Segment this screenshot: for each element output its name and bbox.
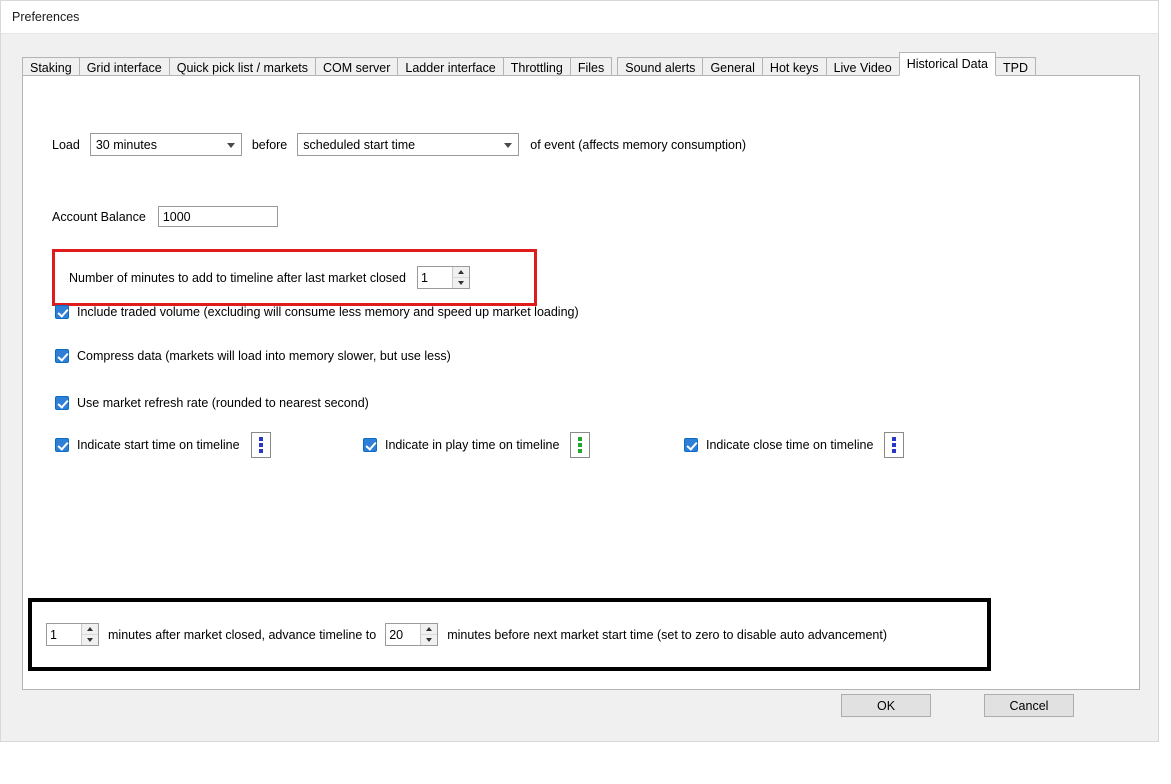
tab-label: TPD bbox=[1003, 61, 1028, 75]
checkbox-label: Use market refresh rate (rounded to nearest second) bbox=[77, 396, 369, 410]
tab-label: Live Video bbox=[833, 61, 892, 75]
in-play-time-marker-swatch[interactable] bbox=[570, 432, 590, 458]
stepper-buttons bbox=[452, 267, 469, 288]
checkbox-label: Indicate in play time on timeline bbox=[385, 438, 560, 452]
checkbox-label: Indicate close time on timeline bbox=[706, 438, 874, 452]
tab-staking[interactable] bbox=[22, 57, 80, 77]
minutes-after-close-highlight bbox=[52, 249, 537, 306]
tab-ladder-interface[interactable] bbox=[397, 57, 503, 77]
stepper-down-icon[interactable] bbox=[453, 278, 469, 288]
checkbox-box[interactable] bbox=[363, 438, 377, 452]
tab-label: Sound alerts bbox=[625, 61, 696, 75]
checkbox-use-market-refresh-rate[interactable] bbox=[55, 396, 369, 410]
checkbox-indicate-start-time[interactable] bbox=[55, 432, 271, 458]
tab-label: Files bbox=[577, 61, 605, 75]
before-reference-combo-wrap bbox=[297, 133, 519, 156]
minutes-before-next-start-input[interactable] bbox=[386, 624, 420, 645]
cancel-button[interactable]: Cancel bbox=[984, 694, 1074, 717]
tab-quick-pick-list-markets[interactable] bbox=[169, 57, 316, 77]
minutes-after-close-row bbox=[55, 252, 534, 303]
tab-sound-alerts[interactable] bbox=[617, 57, 703, 77]
before-reference-select[interactable] bbox=[297, 133, 519, 156]
tab-com-server[interactable] bbox=[315, 57, 398, 77]
checkbox-box[interactable] bbox=[55, 305, 69, 319]
tab-label: Hot keys bbox=[769, 61, 819, 75]
tab-tpd[interactable] bbox=[995, 57, 1036, 77]
stepper-up-icon[interactable] bbox=[453, 267, 469, 278]
ok-button[interactable]: OK bbox=[841, 694, 931, 717]
tab-label: Historical Data bbox=[906, 57, 988, 71]
auto-advance-highlight bbox=[28, 598, 991, 671]
minutes-after-close-stepper[interactable] bbox=[417, 266, 470, 289]
stepper-up-icon[interactable] bbox=[421, 624, 437, 635]
checkbox-indicate-close-time[interactable] bbox=[684, 432, 904, 458]
tab-label: Staking bbox=[30, 61, 72, 75]
load-duration-combo-wrap bbox=[90, 133, 242, 156]
window-content bbox=[1, 34, 1158, 741]
tab-label: Grid interface bbox=[86, 61, 162, 75]
tab-label: Ladder interface bbox=[405, 61, 496, 75]
auto-advance-end-label: minutes before next market start time (set to zero to disable auto advancement) bbox=[447, 627, 887, 642]
checkbox-box[interactable] bbox=[684, 438, 698, 452]
stepper-down-icon[interactable] bbox=[82, 635, 98, 645]
checkbox-label: Compress data (markets will load into memory slower, but use less) bbox=[77, 349, 451, 363]
tab-general[interactable] bbox=[702, 57, 762, 77]
stepper-up-icon[interactable] bbox=[82, 624, 98, 635]
tab-live-video[interactable] bbox=[826, 57, 900, 77]
tab-label: Throttling bbox=[510, 61, 563, 75]
historical-data-panel bbox=[22, 75, 1140, 690]
load-duration-select[interactable] bbox=[90, 133, 242, 156]
checkbox-compress-data[interactable] bbox=[55, 349, 451, 363]
checkbox-label: Indicate start time on timeline bbox=[77, 438, 240, 452]
start-time-marker-swatch[interactable] bbox=[251, 432, 271, 458]
tab-label: General bbox=[710, 61, 755, 75]
account-balance-row bbox=[52, 206, 278, 227]
minutes-after-market-closed-stepper[interactable] bbox=[46, 623, 99, 646]
load-label: Load bbox=[52, 137, 80, 152]
auto-advance-middle-label: minutes after market closed, advance timeline to bbox=[108, 627, 377, 642]
load-row-suffix-label: of event (affects memory consumption) bbox=[530, 137, 747, 152]
checkbox-label: Include traded volume (excluding will consume less memory and speed up market loading) bbox=[77, 305, 579, 319]
before-label: before bbox=[251, 137, 288, 152]
close-time-marker-swatch[interactable] bbox=[884, 432, 904, 458]
checkbox-box[interactable] bbox=[55, 396, 69, 410]
stepper-buttons bbox=[420, 624, 437, 645]
window-titlebar bbox=[1, 1, 1158, 34]
account-balance-label: Account Balance bbox=[52, 209, 146, 224]
minutes-after-close-input[interactable] bbox=[418, 267, 452, 288]
minutes-after-close-label: Number of minutes to add to timeline after last market closed bbox=[69, 270, 406, 285]
stepper-down-icon[interactable] bbox=[421, 635, 437, 645]
tab-throttling[interactable] bbox=[503, 57, 571, 77]
checkbox-indicate-in-play-time[interactable] bbox=[363, 432, 590, 458]
tab-files[interactable] bbox=[570, 57, 612, 77]
minutes-before-next-start-stepper[interactable] bbox=[385, 623, 438, 646]
checkbox-include-traded-volume[interactable] bbox=[55, 305, 579, 319]
load-row bbox=[52, 133, 746, 156]
checkbox-box[interactable] bbox=[55, 349, 69, 363]
auto-advance-row bbox=[32, 602, 987, 667]
tab-label: COM server bbox=[323, 61, 391, 75]
checkbox-box[interactable] bbox=[55, 438, 69, 452]
account-balance-input[interactable] bbox=[158, 206, 278, 227]
preferences-tabstrip bbox=[22, 54, 1140, 76]
tab-grid-interface[interactable] bbox=[79, 57, 170, 77]
stepper-buttons bbox=[81, 624, 98, 645]
tab-historical-data[interactable] bbox=[899, 52, 996, 76]
tab-hot-keys[interactable] bbox=[762, 57, 827, 77]
tab-label: Quick pick list / markets bbox=[176, 61, 309, 75]
minutes-after-market-closed-input[interactable] bbox=[47, 624, 81, 645]
window-title: Preferences bbox=[12, 10, 80, 24]
